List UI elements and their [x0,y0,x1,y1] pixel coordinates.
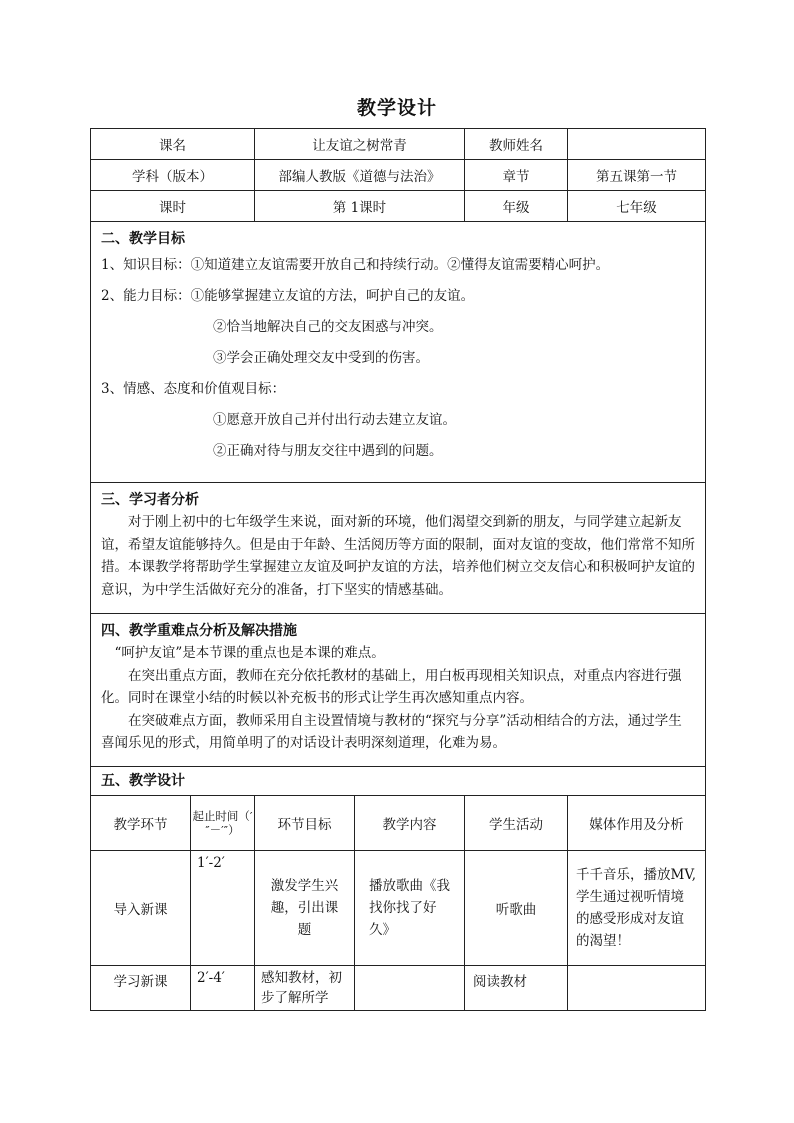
learners-heading: 三、学习者分析 [101,492,199,508]
goal-emotion-2: ②正确对待与朋友交往中遇到的问题。 [213,443,443,459]
row1-time: 1′-2′ [191,851,255,966]
grade-label: 年级 [465,191,568,222]
goal-emotion: 3、情感、态度和价值观目标： [101,381,286,397]
row1-content: 播放歌曲《我找你找了好久》 [355,851,465,966]
row1-activity: 听歌曲 [465,851,568,966]
row1-goal: 激发学生兴趣，引出课题 [255,851,355,966]
teacher-value [568,129,706,160]
learners-section [91,483,706,614]
keypoints-section [91,614,706,767]
keypoints-p3: 在突破难点方面，教师采用自主设置情境与教材的“探究与分享”活动相结合的方法，通过学生喜闻乐见的形式，用简单明了的对话设计表明深刻道理，化难为易。 [101,712,682,751]
row2-content [355,966,465,1011]
grade-value: 七年级 [568,191,706,222]
row2-media [568,966,706,1011]
chapter-value: 第五课第一节 [568,160,706,191]
row2-activity: 阅读教材 [465,966,568,1011]
info-row-period [91,191,706,222]
table-row [91,966,706,1011]
header-media: 媒体作用及分析 [568,796,706,851]
header-goal: 环节目标 [255,796,355,851]
design-header-row [91,796,706,851]
lesson-plan-table [90,128,706,1011]
goal-ability-1: 2、能力目标：①能够掌握建立友谊的方法，呵护自己的友谊。 [101,288,475,304]
row2-time: 2′-4′ [191,966,255,1011]
course-label: 课名 [91,129,255,160]
header-time: 起止时间（′″－′″） [191,796,255,851]
learners-text: 对于刚上初中的七年级学生来说，面对新的环境，他们渴望交到新的朋友，与同学建立起新友谊，希望友谊能够持久。但是由于年龄、生活阅历等方面的限制，面对友谊的变故，他们常常不知所措。本课教学将帮助学生掌握建立友谊及呵护友谊的方法，培养他们树立交友信心和积极呵护友谊的意识，为中学生活做好充分的准备，打下坚实的情感基础。 [101,514,695,598]
row2-stage: 学习新课 [91,966,191,1011]
goals-heading: 二、教学目标 [101,231,185,247]
subject-label: 学科（版本） [91,160,255,191]
design-heading: 五、教学设计 [101,773,185,789]
document-title: 教学设计 [356,97,437,119]
design-heading-row [91,767,706,796]
row2-goal: 感知教材，初步了解所学 [255,966,355,1011]
teacher-label: 教师姓名 [465,129,568,160]
keypoints-p2: 在突出重点方面，教师在充分依托教材的基础上，用白板再现相关知识点，对重点内容进行强化。同时在课堂小结的时候以补充板书的形式让学生再次感知重点内容。 [101,667,682,706]
period-value: 第 1课时 [255,191,465,222]
header-content: 教学内容 [355,796,465,851]
goals-section [91,222,706,483]
chapter-label: 章节 [465,160,568,191]
info-row-course [91,129,706,160]
period-label: 课时 [91,191,255,222]
header-activity: 学生活动 [465,796,568,851]
info-row-subject [91,160,706,191]
header-stage: 教学环节 [91,796,191,851]
goal-ability-2: ②恰当地解决自己的交友困惑与冲突。 [213,319,443,335]
goal-knowledge: 1、知识目标：①知道建立友谊需要开放自己和持续行动。②懂得友谊需要精心呵护。 [101,257,610,273]
course-value: 让友谊之树常青 [255,129,465,160]
subject-value: 部编人教版《道德与法治》 [255,160,465,191]
goal-ability-3: ③学会正确处理交友中受到的伤害。 [213,350,429,366]
keypoints-heading: 四、教学重难点分析及解决措施 [101,623,297,639]
row1-media: 千千音乐，播放MV,学生通过视听情境的感受形成对友谊的渴望！ [568,851,706,966]
table-row [91,851,706,966]
keypoints-p1: “呵护友谊”是本节课的重点也是本课的难点。 [114,645,385,661]
goal-emotion-1: ①愿意开放自己并付出行动去建立友谊。 [213,412,456,428]
row1-stage: 导入新课 [91,851,191,966]
